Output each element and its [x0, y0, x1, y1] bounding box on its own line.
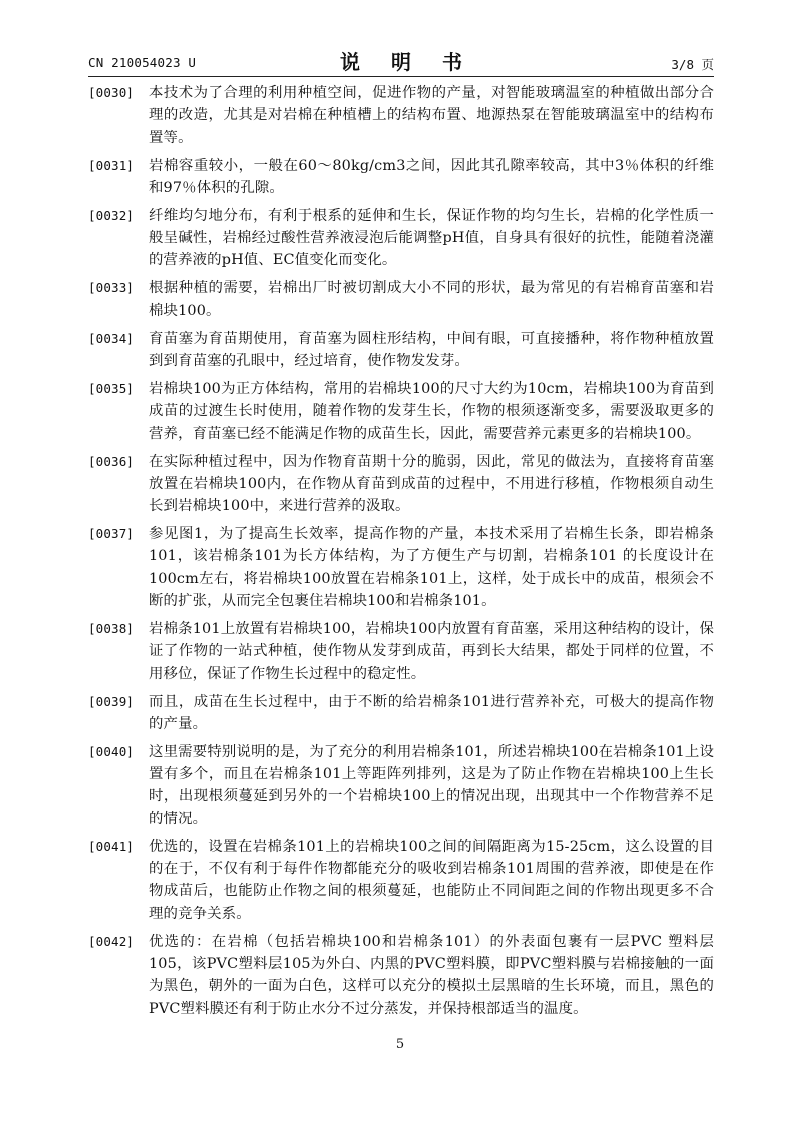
paragraph-text: 育苗塞为育苗期使用，育苗塞为圆柱形结构，中间有眼，可直接播种，将作物种植放置到到育苗塞的孔眼中，经过培育，使作物发发芽。: [149, 330, 714, 370]
paragraph-0040: [88, 741, 714, 830]
document-number: CN 210054023 U: [88, 55, 197, 70]
paragraph-text: 优选的，设置在岩棉条101上的岩棉块100之间的间隔距离为15-25cm，这么设置的目的在于，不仅有利于每件作物都能充分的吸收到岩棉条101周围的营养液，即使是在作物成苗后，也能防止作物之间的根须蔓延，也能防止不同间距之间的作物出现更多不合理的竞争关系。: [149, 838, 714, 922]
paragraph-text: 纤维均匀地分布，有利于根系的延伸和生长，保证作物的均匀生长，岩棉的化学性质一般呈碱性，岩棉经过酸性营养液浸泡后能调整pH值，自身具有很好的抗性，能随着浇灌的营养液的pH值、EC值变化而变化。: [149, 207, 714, 269]
paragraph-number: [0037]: [88, 526, 135, 542]
paragraph-0036: [88, 451, 714, 518]
paragraph-0032: [88, 205, 714, 272]
paragraph-number: [0033]: [88, 280, 135, 296]
paragraph-text: 根据种植的需要，岩棉出厂时被切割成大小不同的形状，最为常见的有岩棉育苗塞和岩棉块100。: [149, 280, 714, 319]
paragraph-text: 在实际种植过程中，因为作物育苗期十分的脆弱，因此，常见的做法为，直接将育苗塞放置在岩棉块100内，在作物从育苗到成苗的过程中，不用进行移植，作物根须自动生长到岩棉块100中，来进行营养的汲取。: [149, 453, 714, 515]
paragraph-0031: [88, 155, 714, 200]
paragraph-number: [0031]: [88, 157, 135, 173]
paragraph-text: 而且，成苗在生长过程中，由于不断的给岩棉条101进行营养补充，可极大的提高作物的产量。: [149, 693, 714, 732]
paragraph-0041: [88, 836, 714, 925]
paragraph-number: [0042]: [88, 933, 135, 949]
paragraph-0034: [88, 328, 714, 373]
paragraph-number: [0041]: [88, 838, 135, 854]
paragraph-0030: [88, 82, 714, 149]
paragraph-0035: [88, 378, 714, 445]
paragraph-text: 岩棉容重较小，一般在60～80kg/cm3之间，因此其孔隙率较高，其中3％体积的纤维和97％体积的孔隙。: [149, 157, 714, 196]
paragraph-0042: [88, 931, 714, 1020]
paragraph-text: 岩棉块100为正方体结构，常用的岩棉块100的尺寸大约为10cm，岩棉块100为育苗到成苗的过渡生长时使用，随着作物的发芽生长，作物的根须逐渐变多，需要汲取更多的营养，育苗塞已经不能满足作物的成苗生长，因此，需要营养元素更多的岩棉块100。: [149, 381, 714, 442]
paragraph-0033: [88, 277, 714, 322]
paragraph-0037: [88, 523, 714, 612]
page-indicator: 3/8 页: [671, 57, 714, 72]
paragraph-text: 岩棉条101上放置有岩棉块100，岩棉块100内放置有育苗塞，采用这种结构的设计，保证了作物的一站式种植，使作物从发芽到成苗，再到长大结果，都处于同样的位置，不用移位，保证了作物生长过程中的稳定性。: [149, 621, 714, 682]
paragraph-number: [0039]: [88, 693, 135, 709]
document-body: [88, 82, 714, 1026]
paragraph-text: 这里需要特别说明的是，为了充分的利用岩棉条101，所述岩棉块100在岩棉条101上设置有多个，而且在岩棉条101上等距阵列排列，这是为了防止作物在岩棉块100上生长时，出现根须蔓延到另外的一个岩棉块100上的情况出现，出现其中一个作物营养不足的情况。: [149, 743, 714, 827]
paragraph-number: [0035]: [88, 381, 135, 396]
paragraph-0038: [88, 618, 714, 685]
page-header: [88, 46, 714, 76]
paragraph-number: [0038]: [88, 621, 135, 637]
paragraph-text: 本技术为了合理的利用种植空间，促进作物的产量，对智能玻璃温室的种植做出部分合理的改造，尤其是对岩棉在种植槽上的结构布置、地源热泵在智能玻璃温室中的结构布置等。: [149, 85, 714, 146]
paragraph-number: [0040]: [88, 743, 135, 759]
document-title: 说 明 书: [340, 50, 474, 74]
paragraph-0039: [88, 691, 714, 736]
paragraph-text: 优选的：在岩棉（包括岩棉块100和岩棉条101）的外表面包裹有一层PVC 塑料层105，该PVC塑料层105为外白、内黑的PVC塑料膜，即PVC塑料膜与岩棉接触的一面为黑色，朝外的一面为白色，这样可以充分的模拟土层黑暗的生长环境，而且，黑色的PVC塑料膜还有利于防止水分不过分蒸发，并保持根部适当的温度。: [149, 933, 714, 1017]
paragraph-text: 参见图1，为了提高生长效率，提高作物的产量，本技术采用了岩棉生长条，即岩棉条101，该岩棉条101为长方体结构，为了方便生产与切割，岩棉条101 的长度设计在100cm左右，将岩棉块100放置在岩棉条101上，这样，处于成长中的成苗，根须会不断的扩张，从而完全包裹住岩棉块100和岩棉条101。: [149, 526, 714, 610]
paragraph-number: [0030]: [88, 85, 135, 100]
paragraph-number: [0036]: [88, 453, 135, 469]
page-number: 5: [395, 1037, 405, 1052]
paragraph-number: [0032]: [88, 207, 135, 223]
paragraph-number: [0034]: [88, 330, 135, 346]
header-divider: [88, 76, 714, 77]
